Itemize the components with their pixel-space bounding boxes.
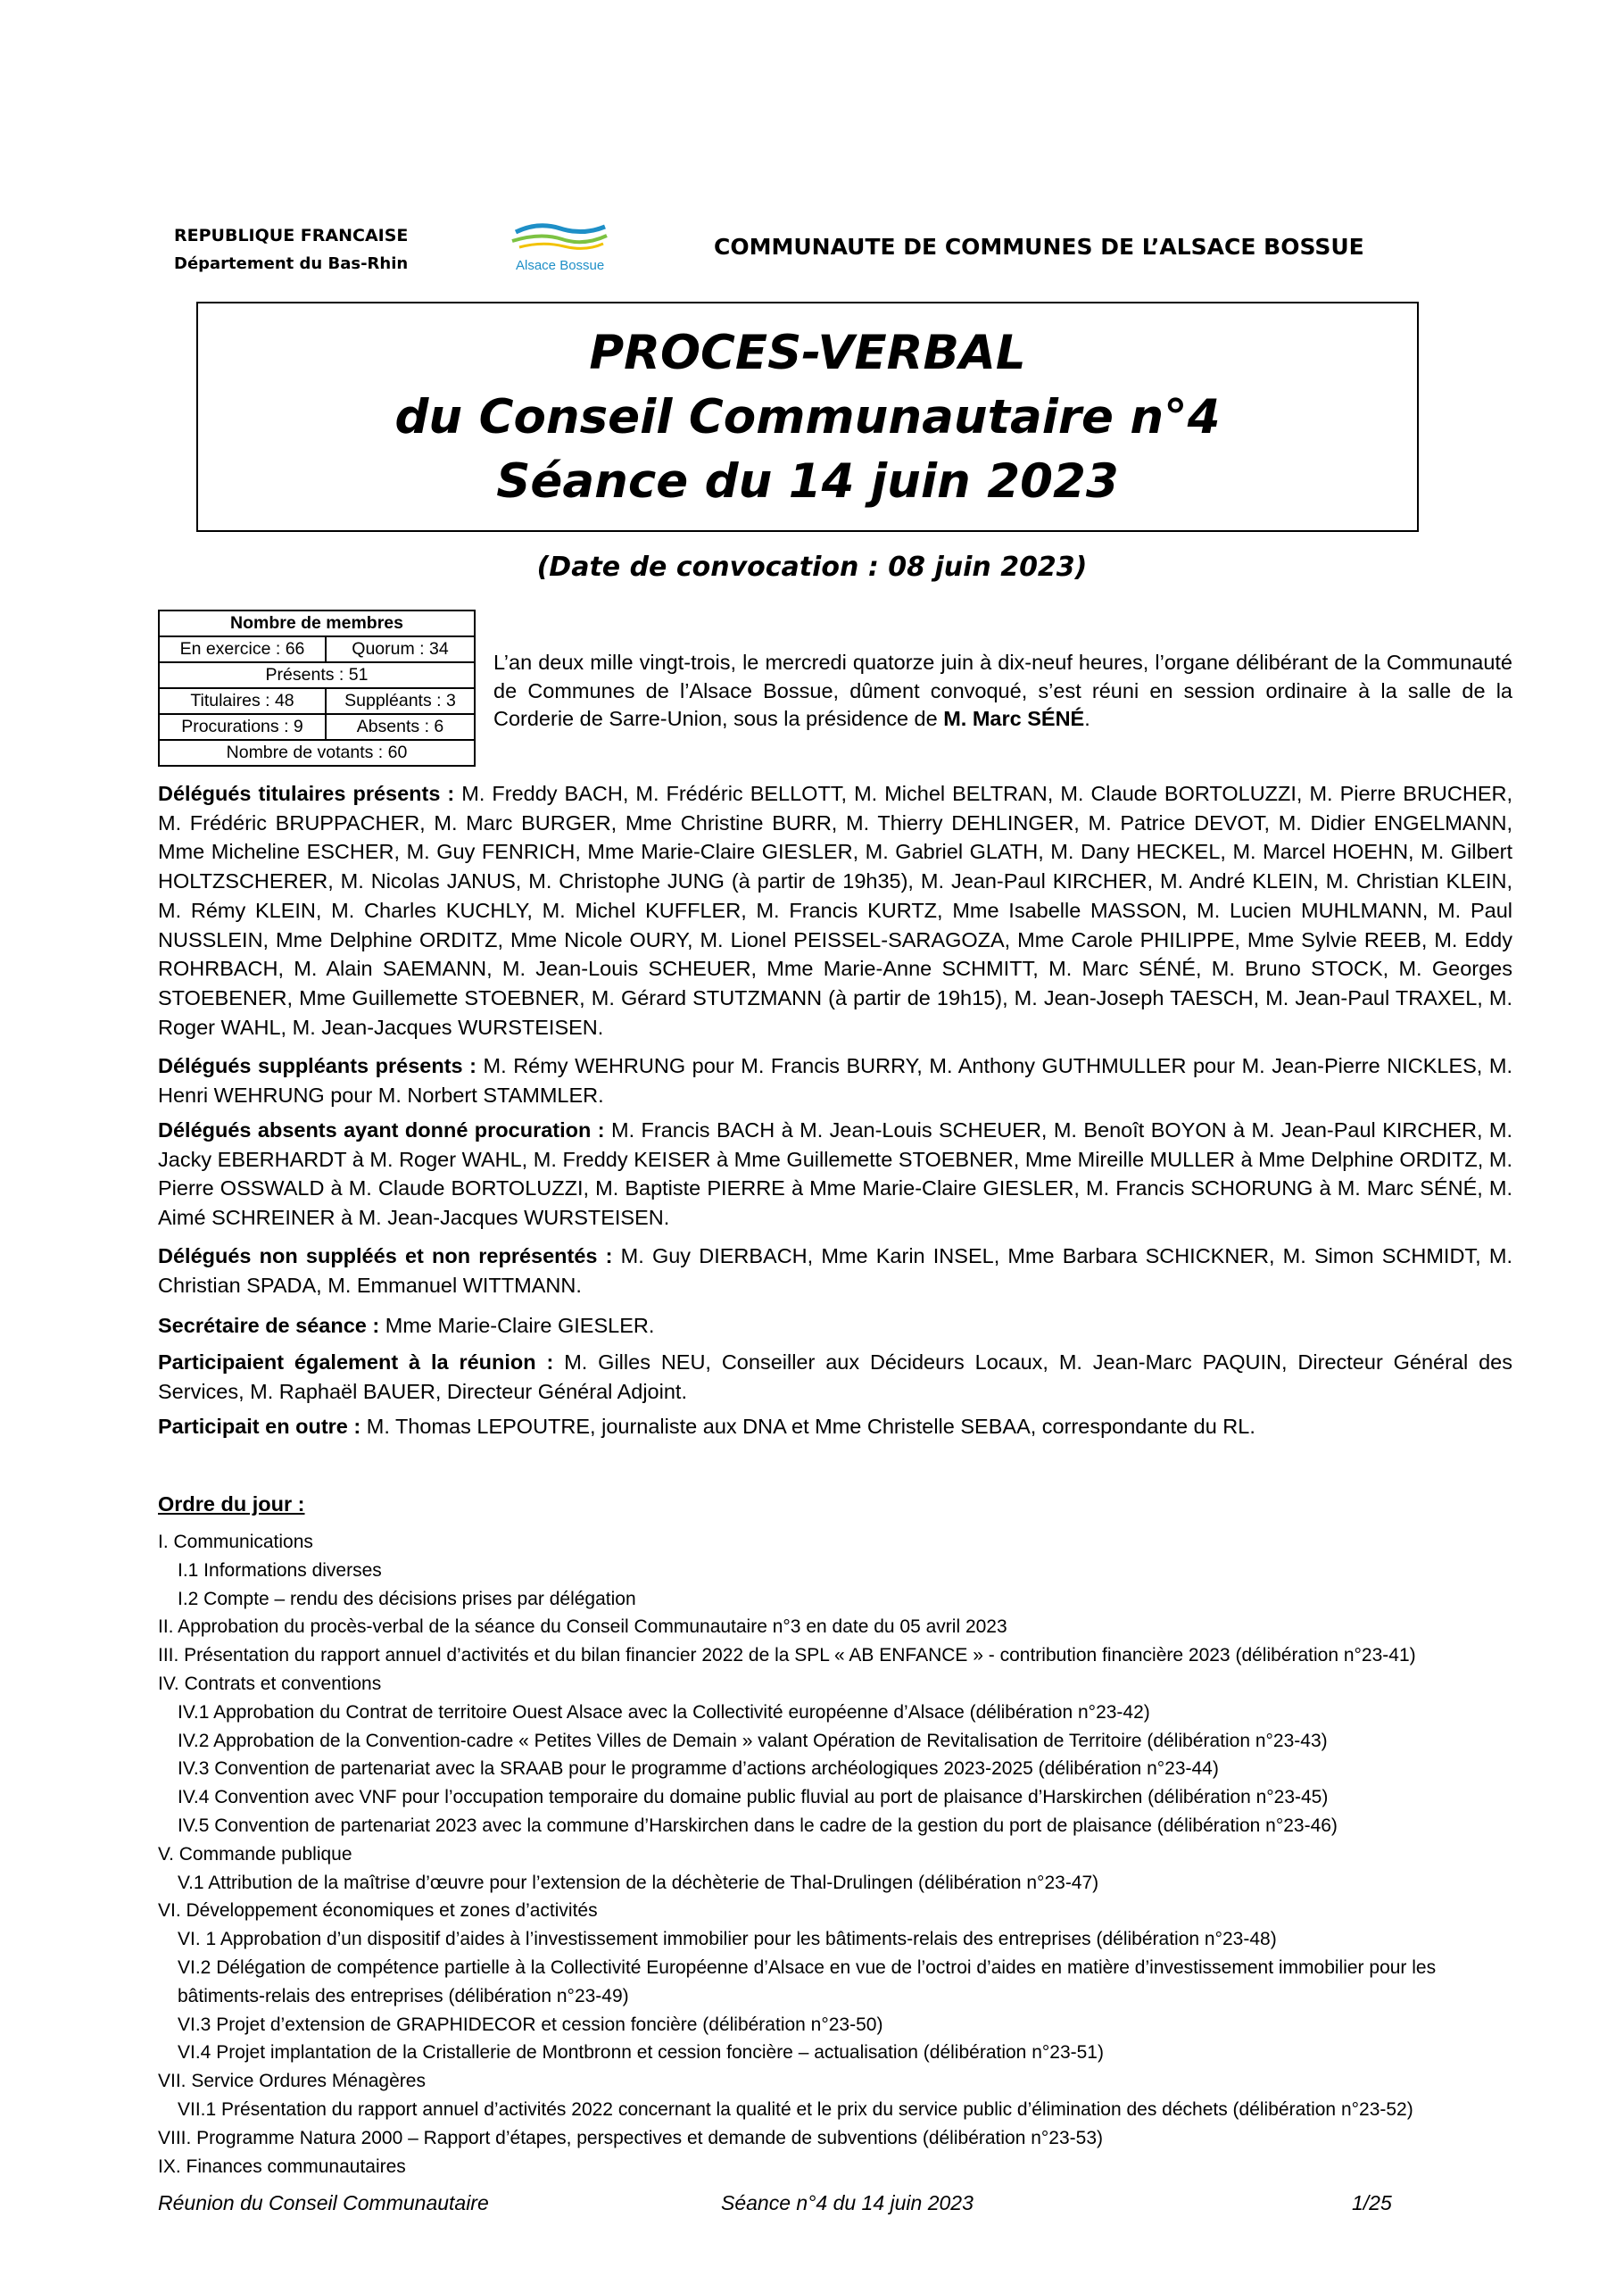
footer-left: Réunion du Conseil Communautaire	[158, 2191, 489, 2214]
agenda-item: IV.3 Convention de partenariat avec la SRAAB pour le programme d’actions archéologiques 2023-2025 (délibération n°23-44)	[178, 1758, 1219, 1780]
title-box	[196, 302, 1419, 532]
department-label: Département du Bas-Rhin	[174, 254, 409, 273]
page-number: 1/25	[1352, 2191, 1392, 2214]
agenda-item: V. Commande publique	[158, 1843, 352, 1865]
table-row	[159, 662, 475, 688]
agenda-item: VIII. Programme Natura 2000 – Rapport d’étapes, perspectives et demande de subventions (délibération n°23-53)	[158, 2127, 1104, 2148]
agenda-item: V.1 Attribution de la maîtrise d’œuvre pour l’extension de la déchèterie de Thal-Drulingen (délibération n°23-47)	[178, 1872, 1099, 1893]
agenda-item: IX. Finances communautaires	[158, 2156, 406, 2177]
suppleants-paragraph	[158, 1051, 1512, 1109]
secretaire-text: Mme Marie-Claire GIESLER.	[379, 1314, 655, 1337]
quorum-cell: Quorum : 34	[326, 636, 475, 662]
secretaire-label: Secrétaire de séance :	[158, 1314, 380, 1337]
procuration-paragraph	[158, 1116, 1512, 1233]
table-row	[159, 714, 475, 740]
convocation-date: (Date de convocation : 08 juin 2023)	[536, 552, 1088, 583]
intro-text: L’an deux mille vingt-trois, le mercredi quatorze juin à dix-neuf heures, l’organe délibérant de la Communauté de Communes de l’Alsace Bossue, dûment convoqué, s’est réuni en session ordinaire à la salle de la Corderie de Sarre-Union, sous la présidence de	[493, 651, 1512, 730]
republic-label: REPUBLIQUE FRANCAISE	[174, 226, 409, 245]
agenda-item: I.2 Compte – rendu des décisions prises par délégation	[178, 1588, 636, 1609]
footer-center: Séance n°4 du 14 juin 2023	[721, 2191, 974, 2214]
intro-end: .	[1084, 707, 1090, 730]
agenda-item: VII.1 Présentation du rapport annuel d’activités 2022 concernant la qualité et le prix du service public d’élimination des déchets (délibération n°23-52)	[178, 2098, 1413, 2120]
header-left	[174, 221, 408, 278]
nonsupp-label: Délégués non suppléés et non représentés :	[158, 1244, 613, 1267]
votants-cell: Nombre de votants : 60	[159, 740, 475, 766]
logo-text: Alsace Bossue	[516, 258, 605, 273]
titulaires-text: M. Freddy BACH, M. Frédéric BELLOTT, M. Michel BELTRAN, M. Claude BORTOLUZZI, M. Pierre BRUCHER, M. Frédéric BRUPPACHER, M. Marc BURGER, Mme Christine BURR, M. Thierry DEHLINGER, M. Patrice DEVOT, M. Didier ENGELMANN, Mme Micheline ESCHER, M. Guy FENRICH, Mme Marie-Claire GIESLER, M. Gabriel GLATH, M. Dany HECKEL, M. Marcel HOEHN, M. Gilbert HOLTZSCHERER, M. Nicolas JANUS, M. Christophe JUNG (à partir de 19h35), M. Jean-Paul KIRCHER, M. André KLEIN, M. Christian KLEIN, M. Rémy KLEIN, M. Charles KUCHLY, M. Michel KUFFLER, M. Francis KURTZ, Mme Isabelle MASSON, M. Lucien MUHLMANN, M. Paul NUSSLEIN, Mme Delphine ORDITZ, Mme Nicole OURY, M. Lionel PEISSEL-SARAGOZA, Mme Carole PHILIPPE, Mme Sylvie REEB, M. Eddy ROHRBACH, M. Alain SAEMANN, M. Jean-Louis SCHEUER, Mme Marie-Anne SCHMITT, M. Marc SÉNÉ, M. Bruno STOCK, M. Georges STOEBENER, Mme Guillemette STOEBNER, M. Gérard STUTZMANN (à partir de 19h15), M. Jean-Joseph TAESCH, M. Jean-Paul TRAXEL, M. Roger WAHL, M. Jean-Jacques WURSTEISEN.	[158, 782, 1512, 1039]
en-exercice-cell: En exercice : 66	[159, 636, 326, 662]
agenda-item: IV.4 Convention avec VNF pour l’occupation temporaire du domaine public fluvial au port de plaisance d’Harskirchen (délibération n°23-45)	[178, 1787, 1329, 1808]
agenda-item: I. Communications	[158, 1532, 313, 1552]
agenda-item: II. Approbation du procès-verbal de la séance du Conseil Communautaire n°3 en date du 05 avril 2023	[158, 1616, 1007, 1638]
agenda-list	[158, 1528, 1523, 2180]
participaient-text: M. Gilles NEU, Conseiller aux Décideurs Locaux, M. Jean-Marc PAQUIN, Directeur Général des Services, M. Raphaël BAUER, Directeur Général Adjoint.	[158, 1350, 1513, 1403]
suppleants-label: Délégués suppléants présents :	[158, 1054, 476, 1077]
alsace-bossue-logo	[507, 220, 614, 275]
table-row	[159, 636, 475, 662]
agenda-item: IV. Contrats et conventions	[158, 1673, 382, 1694]
titulaires-cell: Titulaires : 48	[159, 688, 326, 714]
title-line-3: Séance du 14 juin 2023	[496, 454, 1119, 509]
intro-paragraph	[493, 649, 1512, 734]
agenda-item: VII. Service Ordures Ménagères	[158, 2071, 426, 2092]
agenda-item: IV.5 Convention de partenariat 2023 avec la commune d’Harskirchen dans le cadre de la gestion du port de plaisance (délibération n°23-46)	[178, 1815, 1338, 1836]
agenda-item: I.1 Informations diverses	[178, 1559, 382, 1581]
nonsupp-text: M. Guy DIERBACH, Mme Karin INSEL, Mme Barbara SCHICKNER, M. Simon SCHMIDT, M. Christian SPADA, M. Emmanuel WITTMANN.	[158, 1244, 1512, 1297]
secretaire-paragraph	[158, 1311, 1512, 1341]
title-line-2: du Conseil Communautaire n°4	[394, 390, 1221, 444]
participaient-paragraph	[158, 1348, 1512, 1406]
agenda-item: VI.2 Délégation de compétence partielle à la Collectivité Européenne d’Alsace en vue de l’octroi d’aides en matière d’investissement immobilier pour les bâtiments-relais des entreprises (délibération n°23-49)	[178, 1956, 1437, 2006]
members-table-header: Nombre de membres	[159, 611, 475, 636]
outre-paragraph	[158, 1412, 1512, 1441]
suppleants-text: M. Rémy WEHRUNG pour M. Francis BURRY, M. Anthony GUTHMULLER pour M. Jean-Pierre NICKLES, M. Henri WEHRUNG pour M. Norbert STAMMLER.	[158, 1054, 1512, 1107]
outre-label: Participait en outre :	[158, 1415, 361, 1438]
absents-cell: Absents : 6	[326, 714, 475, 740]
president-name: M. Marc SÉNÉ	[943, 707, 1085, 730]
procuration-text: M. Francis BACH à M. Jean-Louis SCHEUER, M. Benoît BOYON à M. Jean-Paul KIRCHER, M. Jacky EBERHARDT à M. Roger WAHL, M. Freddy KEISER à Mme Guillemette STOEBNER, Mme Mireille MULLER à Mme Delphine ORDITZ, M. Pierre OSSWALD à M. Claude BORTOLUZZI, M. Baptiste PIERRE à Mme Marie-Claire GIESLER, M. Francis SCHORUNG à M. Marc SÉNÉ, M. Aimé SCHREINER à M. Jean-Jacques WURSTEISEN.	[158, 1118, 1512, 1230]
agenda-item: VI. Développement économiques et zones d’activités	[158, 1900, 598, 1922]
members-table	[158, 610, 476, 767]
logo-waves-icon	[507, 220, 614, 275]
suppleants-cell: Suppléants : 3	[326, 688, 475, 714]
table-row	[159, 611, 475, 636]
agenda-item: IV.2 Approbation de la Convention-cadre « Petites Villes de Demain » valant Opération de Revitalisation de Territoire (délibération n°23-43)	[178, 1730, 1328, 1751]
nonsupp-paragraph	[158, 1242, 1512, 1300]
outre-text: M. Thomas LEPOUTRE, journaliste aux DNA et Mme Christelle SEBAA, correspondante du RL.	[360, 1415, 1255, 1438]
agenda-title: Ordre du jour :	[158, 1492, 305, 1516]
participaient-label: Participaient également à la réunion :	[158, 1350, 554, 1374]
table-row	[159, 740, 475, 766]
procurations-cell: Procurations : 9	[159, 714, 326, 740]
presents-cell: Présents : 51	[159, 662, 475, 688]
agenda-item: VI. 1 Approbation d’un dispositif d’aides à l’investissement immobilier pour les bâtiments-relais des entreprises (délibération n°23-48)	[178, 1929, 1277, 1950]
agenda-item: IV.1 Approbation du Contrat de territoire Ouest Alsace avec la Collectivité européenne d’Alsace (délibération n°23-42)	[178, 1701, 1150, 1723]
titulaires-paragraph	[158, 779, 1512, 1042]
agenda-item: III. Présentation du rapport annuel d’activités et du bilan financier 2022 de la SPL « AB ENFANCE » - contribution financière 2023 (délibération n°23-41)	[158, 1645, 1416, 1666]
agenda-item: VI.4 Projet implantation de la Cristallerie de Montbronn et cession foncière – actualisation (délibération n°23-51)	[178, 2042, 1104, 2064]
title-line-1: PROCES-VERBAL	[589, 326, 1026, 380]
table-row	[159, 688, 475, 714]
community-name: COMMUNAUTE DE COMMUNES DE L’ALSACE BOSSUE	[714, 234, 1364, 260]
agenda-item: VI.3 Projet d’extension de GRAPHIDECOR et cession foncière (délibération n°23-50)	[178, 2014, 883, 2035]
titulaires-label: Délégués titulaires présents :	[158, 782, 455, 805]
procuration-label: Délégués absents ayant donné procuration :	[158, 1118, 605, 1142]
